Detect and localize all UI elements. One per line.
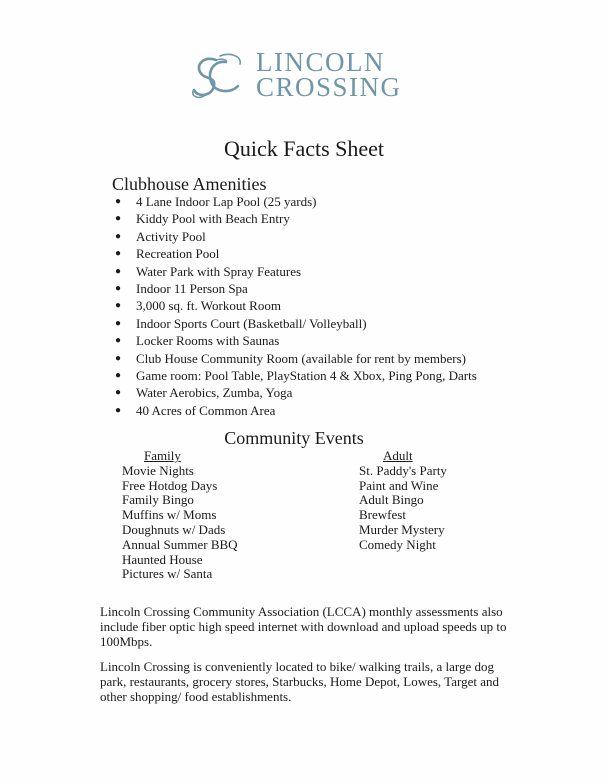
bullet-icon: ● <box>115 352 122 364</box>
list-item: Movie Nights <box>122 462 194 478</box>
list-item: Haunted House <box>122 551 203 567</box>
list-item-text: Water Park with Spray Features <box>136 263 302 279</box>
list-item: Free Hotdog Days <box>122 477 218 493</box>
bullet-icon: ● <box>115 317 122 329</box>
list-item-text: Game room: Pool Table, PlayStation 4 & Xbox, Ping Pong, Darts <box>136 367 477 383</box>
events-heading: Community Events <box>224 428 364 448</box>
bullet-icon: ● <box>115 282 122 294</box>
list-item <box>112 332 477 349</box>
list-item-text: Kiddy Pool with Beach Entry <box>136 211 290 227</box>
list-item-text: 3,000 sq. ft. Workout Room <box>136 298 281 314</box>
bullet-icon: ● <box>115 230 122 242</box>
list-item: Adult Bingo <box>359 492 424 508</box>
bullet-icon: ● <box>115 387 122 399</box>
list-item: St. Paddy's Party <box>359 462 447 478</box>
list-item <box>112 297 477 314</box>
bullet-icon: ● <box>115 265 122 277</box>
logo-wordmark <box>256 47 402 102</box>
bullet-icon: ● <box>115 369 122 381</box>
lc-monogram-icon <box>186 50 256 104</box>
list-item-text: Activity Pool <box>136 228 206 244</box>
list-item: Doughnuts w/ Dads <box>122 521 226 537</box>
list-item: Brewfest <box>359 507 406 523</box>
bullet-icon: ● <box>115 248 122 260</box>
list-item <box>112 245 477 262</box>
family-events-heading: Family <box>144 448 181 463</box>
list-item: Pictures w/ Santa <box>122 566 213 582</box>
list-item <box>112 402 477 419</box>
list-item <box>112 367 477 384</box>
list-item: Annual Summer BBQ <box>122 536 238 552</box>
list-item-text: 40 Acres of Common Area <box>136 402 276 418</box>
list-item-text: Indoor 11 Person Spa <box>136 280 248 296</box>
bullet-icon: ● <box>115 196 122 207</box>
internet-paragraph: Lincoln Crossing Community Association (LCCA) monthly assessments also include fiber optic high speed internet with download and upload speeds up to 100Mbps. <box>100 604 507 649</box>
list-item <box>112 315 477 332</box>
list-item: Family Bingo <box>122 492 194 508</box>
logo-line-2: CROSSING <box>256 72 402 102</box>
list-item <box>112 384 477 401</box>
list-item-text: 4 Lane Indoor Lap Pool (25 yards) <box>136 194 317 209</box>
bullet-icon: ● <box>115 335 122 347</box>
list-item-text: Locker Rooms with Saunas <box>136 333 280 349</box>
adult-events-heading: Adult <box>383 448 413 463</box>
list-item: Comedy Night <box>359 536 436 552</box>
family-events-column <box>122 449 238 582</box>
list-item: Muffins w/ Moms <box>122 507 217 523</box>
list-item <box>112 210 477 227</box>
list-item: Paint and Wine <box>359 477 439 493</box>
list-item-text: Indoor Sports Court (Basketball/ Volleyball) <box>136 315 367 331</box>
amenities-list <box>112 193 477 419</box>
bullet-icon: ● <box>115 404 122 416</box>
logo <box>186 47 426 104</box>
list-item <box>112 193 477 210</box>
location-paragraph: Lincoln Crossing is conveniently located to bike/ walking trails, a large dog park, restaurants, grocery stores, Starbucks, Home Depot, Lowes, Target and other shopping/ food establishments. <box>100 659 499 704</box>
adult-events-column <box>359 449 447 553</box>
logo-line-1: LINCOLN <box>256 47 385 77</box>
list-item: Murder Mystery <box>359 521 445 537</box>
bullet-icon: ● <box>115 213 122 225</box>
amenities-heading: Clubhouse Amenities <box>112 174 267 194</box>
list-item-text: Recreation Pool <box>136 246 220 262</box>
page-title: Quick Facts Sheet <box>223 136 385 161</box>
list-item <box>112 228 477 245</box>
bullet-icon: ● <box>115 300 122 312</box>
list-item <box>112 280 477 297</box>
list-item-text: Water Aerobics, Zumba, Yoga <box>136 385 293 401</box>
list-item <box>112 350 477 367</box>
list-item <box>112 263 477 280</box>
list-item-text: Club House Community Room (available for rent by members) <box>136 350 466 366</box>
